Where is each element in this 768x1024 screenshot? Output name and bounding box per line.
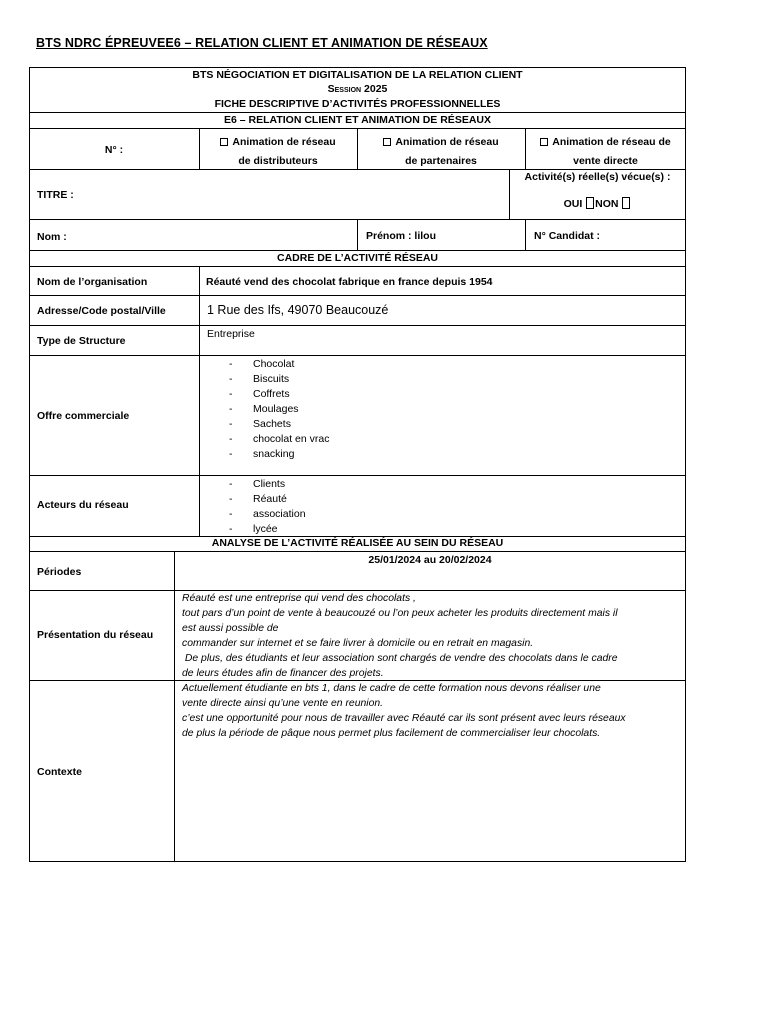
session-word: Session (327, 83, 362, 95)
nom-label: Nom : (37, 231, 67, 243)
list-item: - Moulages (229, 402, 329, 417)
list-item: - Coffrets (229, 387, 329, 402)
presentation-line: commander sur internet et se faire livrer à domicile ou en retrait en magasin. (182, 638, 534, 649)
list-item: - lycée (229, 522, 306, 537)
acteurs-list (229, 477, 306, 537)
divider (199, 266, 200, 536)
divider (30, 475, 685, 476)
option-partenaires[interactable]: Animation de réseau (358, 135, 524, 149)
list-item: - Biscuits (229, 372, 329, 387)
checkbox-non-icon[interactable] (622, 197, 630, 209)
list-item: - chocolat en vrac (229, 432, 329, 447)
contexte-label: Contexte (37, 766, 82, 778)
divider (525, 219, 526, 250)
divider (174, 551, 175, 861)
structure-value: Entreprise (207, 328, 255, 340)
header-line3: FICHE DESCRIPTIVE D’ACTIVITÉS PROFESSIONNELLES (214, 98, 501, 110)
header-line1: BTS NÉGOCIATION ET DIGITALISATION DE LA RELATION CLIENT (192, 69, 523, 81)
presentation-label: Présentation du réseau (37, 629, 154, 641)
contexte-line: vente directe ainsi qu’une vente en reunion. (182, 698, 384, 709)
checkbox-icon[interactable] (383, 138, 391, 146)
offre-list (229, 357, 329, 462)
contexte-line: de plus la période de pâque nous permet plus facilement de commercialiser leur chocolats. (182, 728, 601, 739)
analyse-header: ANALYSE DE L’ACTIVITÉ RÉALISÉE AU SEIN DU RÉSEAU (211, 537, 504, 549)
presentation-line: tout pars d’un point de vente à beaucouzé ou l’on peux acheter les produits directement mais il (182, 608, 618, 619)
contexte-line: Actuellement étudiante en bts 1, dans le cadre de cette formation nous devons réaliser une (182, 683, 601, 694)
list-item: - Sachets (229, 417, 329, 432)
page-title: BTS NDRC ÉPREUVEE6 – RELATION CLIENT ET ANIMATION DE RÉSEAUX (36, 36, 488, 50)
structure-label: Type de Structure (37, 335, 126, 347)
activite-reelle-options[interactable]: OUI NON (510, 197, 685, 211)
adresse-label: Adresse/Code postal/Ville (37, 305, 166, 317)
presentation-text (182, 591, 618, 681)
contexte-line: c’est une opportunité pour nous de travailler avec Réauté car ils sont présent avec leurs réseaux (182, 713, 626, 724)
checkbox-icon[interactable] (540, 138, 548, 146)
list-item: - association (229, 507, 306, 522)
header-line4: E6 – RELATION CLIENT ET ANIMATION DE RÉSEAUX (224, 114, 491, 126)
offre-label: Offre commerciale (37, 410, 130, 422)
divider (357, 219, 358, 250)
presentation-line: de leurs études afin de financer des projets. (182, 668, 384, 679)
list-item: - snacking (229, 447, 329, 462)
organisation-value: Réauté vend des chocolat fabrique en france depuis 1954 (206, 276, 493, 288)
numero-label: N° : (104, 144, 124, 156)
option-vente-directe[interactable]: Animation de réseau de (526, 135, 685, 149)
cadre-header: CADRE DE L’ACTIVITÉ RÉSEAU (276, 252, 439, 264)
titre-label: TITRE : (37, 189, 74, 201)
option-partenaires-line2: de partenaires (405, 155, 477, 167)
divider (30, 551, 685, 552)
divider (30, 266, 685, 267)
list-item: - Clients (229, 477, 306, 492)
presentation-line: De plus, des étudiants et leur association sont chargés de vendre des chocolats dans le cadre (182, 653, 618, 664)
periodes-label: Périodes (37, 566, 82, 578)
form-frame (29, 67, 686, 862)
organisation-label: Nom de l’organisation (37, 276, 148, 288)
prenom-label: Prénom : lilou (366, 230, 437, 242)
activite-reelle-label: Activité(s) réelle(s) vécue(s) : (524, 171, 671, 183)
checkbox-icon[interactable] (220, 138, 228, 146)
divider (30, 295, 685, 296)
session-year: 2025 (364, 83, 388, 95)
checkbox-oui-icon[interactable] (586, 197, 594, 209)
divider (30, 325, 685, 326)
acteurs-label: Acteurs du réseau (37, 499, 129, 511)
option-distributeurs[interactable]: Animation de réseau (200, 135, 356, 149)
header-line2 (30, 82, 685, 96)
candidat-label: N° Candidat : (534, 230, 601, 242)
contexte-text (182, 681, 626, 741)
presentation-line: est aussi possible de (182, 623, 279, 634)
list-item: - Réauté (229, 492, 306, 507)
periodes-value: 25/01/2024 au 20/02/2024 (368, 554, 492, 566)
list-item: - Chocolat (229, 357, 329, 372)
option-distributeurs-line2: de distributeurs (238, 155, 318, 167)
divider (30, 355, 685, 356)
option-vente-directe-line2: vente directe (573, 155, 638, 167)
presentation-line: Réauté est une entreprise qui vend des chocolats , (182, 593, 416, 604)
adresse-value: 1 Rue des Ifs, 49070 Beaucouzé (207, 303, 389, 317)
